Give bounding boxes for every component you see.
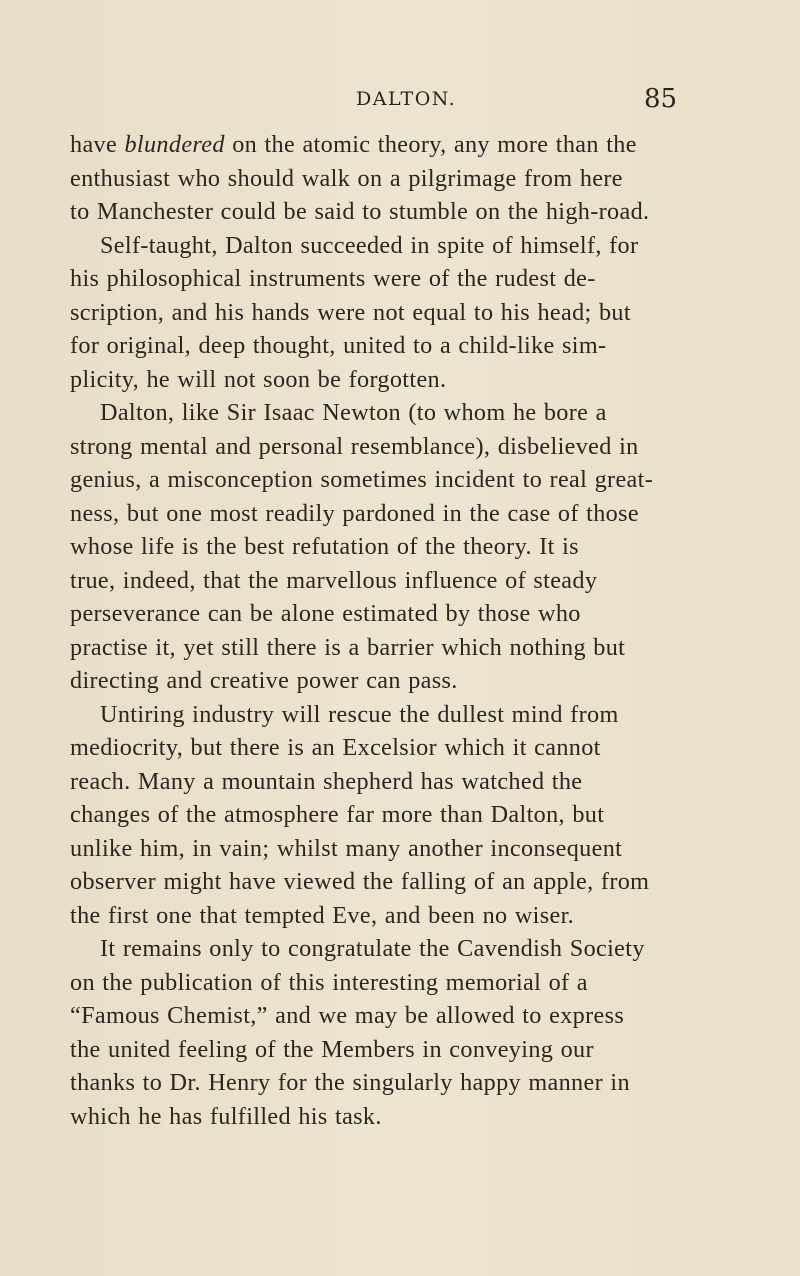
paragraph-start-line: Untiring industry will rescue the dullest mind from: [100, 700, 619, 728]
text-line: changes of the atmosphere far more than Dalton, but: [70, 801, 605, 828]
paragraph-start-line: Self-taught, Dalton succeeded in spite of himself, for: [100, 231, 639, 259]
emphasized-word: blundered: [124, 131, 225, 158]
text-line: observer might have viewed the falling of an apple, from: [70, 868, 650, 895]
text-line: on the publication of this interesting memorial of a: [70, 968, 588, 996]
text-line: to Manchester could be said to stumble on the high-road.: [70, 198, 650, 225]
text-line: scription, and his hands were not equal to his head; but: [70, 298, 631, 326]
text-line: ness, but one most readily pardoned in the case of those: [70, 499, 639, 527]
text-line: whose life is the best refutation of the theory. It is: [70, 533, 579, 560]
text-line: reach. Many a mountain shepherd has watched the: [70, 767, 583, 795]
text-line: directing and creative power can pass.: [70, 667, 458, 694]
paragraph-start-line: It remains only to congratulate the Cavendish Society: [100, 935, 645, 962]
text-line: perseverance can be alone estimated by those who: [70, 600, 581, 627]
text-line: his philosophical instruments were of the rudest de-: [70, 265, 596, 292]
text-line: plicity, he will not soon be forgotten.: [70, 365, 447, 393]
running-title: DALTON.: [356, 88, 457, 110]
text-line: for original, deep thought, united to a child-like sim-: [70, 332, 607, 359]
text-line: “Famous Chemist,” and we may be allowed to express: [70, 1002, 625, 1029]
text-line: true, indeed, that the marvellous influence of steady: [70, 566, 598, 594]
paragraph-start-line: Dalton, like Sir Isaac Newton (to whom he bore a: [100, 399, 607, 426]
text-line: have blundered on the atomic theory, any more than the: [70, 131, 637, 158]
text-line: unlike him, in vain; whilst many another inconsequent: [70, 834, 623, 862]
text-line: the united feeling of the Members in conveying our: [70, 1035, 594, 1063]
text-line: enthusiast who should walk on a pilgrimage from here: [70, 164, 623, 192]
page-number: 85: [644, 84, 678, 114]
text-line: genius, a misconception sometimes incident to real great-: [70, 466, 654, 493]
body-text: [70, 128, 710, 1133]
text-line: mediocrity, but there is an Excelsior which it cannot: [70, 734, 601, 761]
text-line: strong mental and personal resemblance), disbelieved in: [70, 432, 639, 460]
running-head: [0, 84, 800, 124]
text-line: thanks to Dr. Henry for the singularly happy manner in: [70, 1069, 630, 1096]
text-line: the first one that tempted Eve, and been no wiser.: [70, 901, 575, 929]
text-line: practise it, yet still there is a barrier which nothing but: [70, 633, 626, 661]
text-line: which he has fulfilled his task.: [70, 1102, 382, 1130]
